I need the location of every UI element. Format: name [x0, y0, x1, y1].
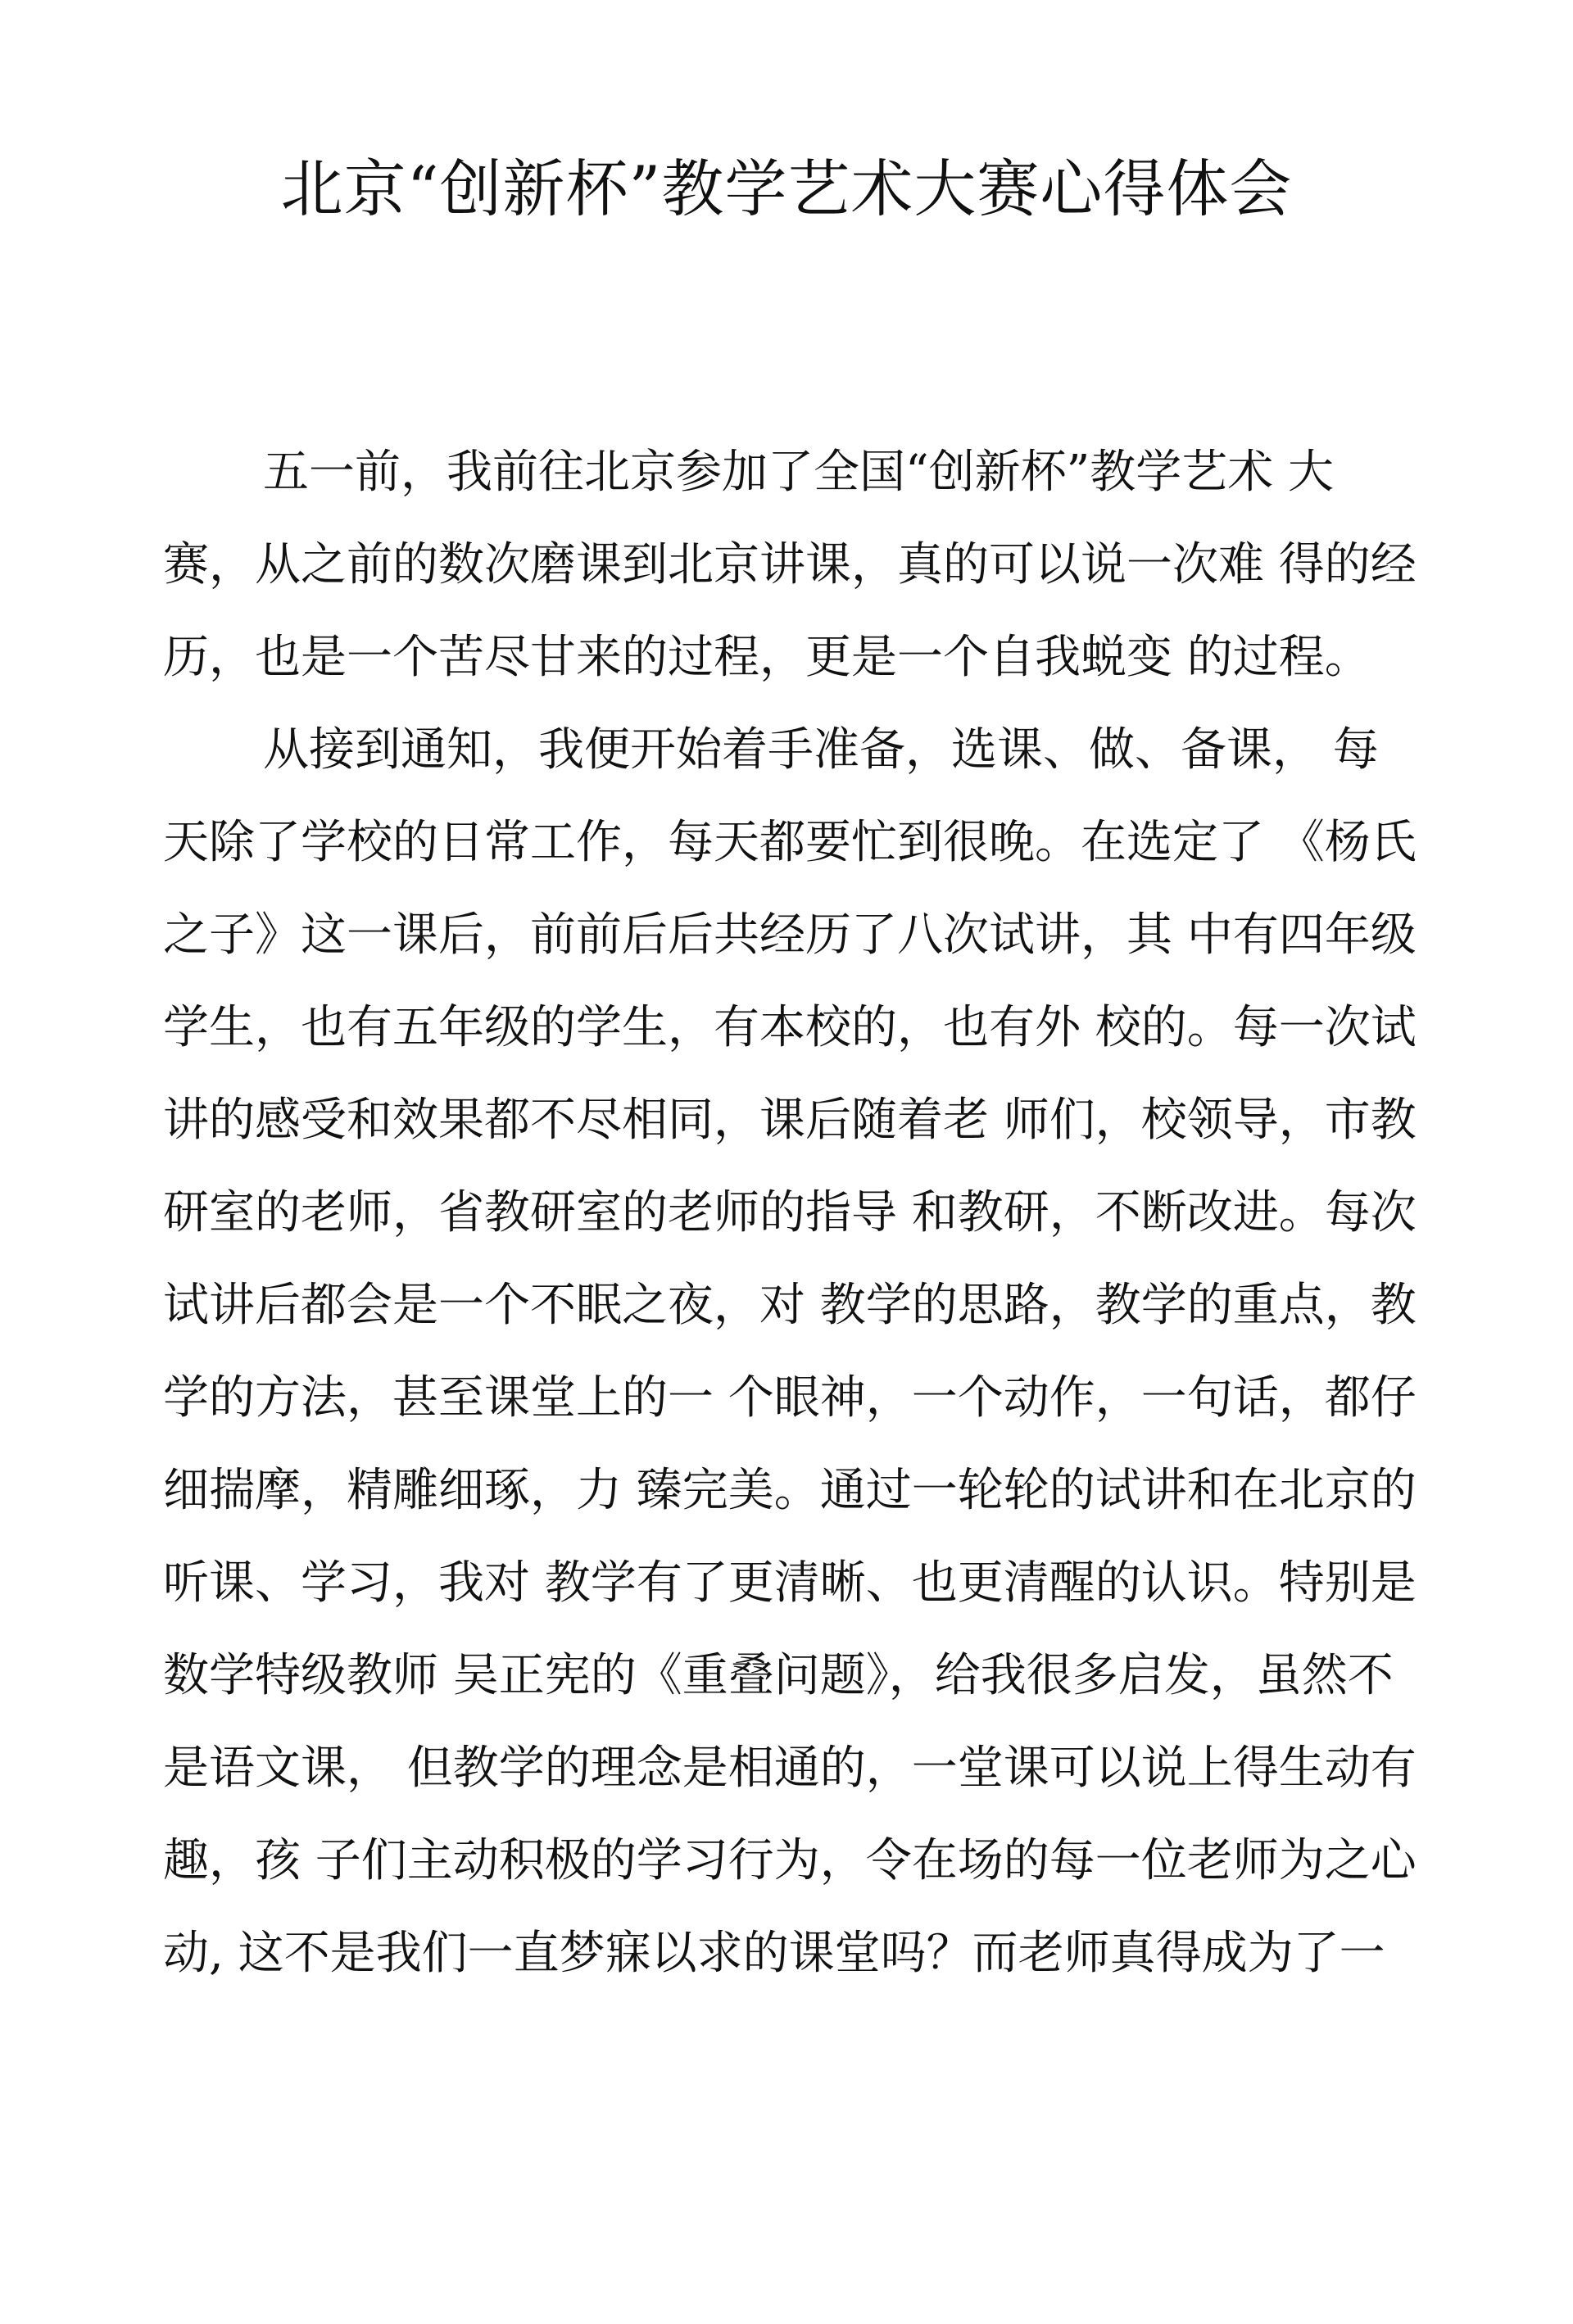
text-line: 赛，从之前的数次磨课到北京讲课，真的可以说一次难 得的经 [163, 538, 1417, 591]
text-line: 从接到通知，我便开始着手准备，选课、做、备课， 每 [263, 723, 1379, 777]
text-line: 五一前，我前往北京参加了全国“创新杯”教学艺术 大 [263, 446, 1335, 499]
text-line: 听课、学习，我对 教学有了更清晰、也更清醒的认识。特别是 [163, 1556, 1417, 1610]
text-line: 趣，孩 子们主动积极的学习行为，令在场的每一位老师为之心 [163, 1834, 1417, 1887]
document-title: 北京“创新杯”教学艺术大赛心得体会 [280, 152, 1293, 225]
document-body [163, 426, 1441, 2000]
text-line: 是语文课， 但教学的理念是相通的，一堂课可以说上得生动有 [163, 1742, 1417, 1795]
text-line: 讲的感受和效果都不尽相同，课后随着老 师们，校领导，市教 [163, 1094, 1417, 1147]
text-line: 之子》这一课后，前前后后共经历了八次试讲，其 中有四年级 [163, 908, 1417, 962]
text-line: 研室的老师，省教研室的老师的指导 和教研，不断改进。每次 [163, 1186, 1417, 1239]
text-line: 历，也是一个苦尽甘来的过程，更是一个自我蜕变 的过程。 [163, 631, 1371, 684]
text-line: 数学特级教师 吴正宪的《重叠问题》，给我很多启发，虽然不 [163, 1649, 1394, 1702]
text-line: 动, 这不是我们一直梦寐以求的课堂吗？而老师真得成为了一 [163, 1927, 1385, 1980]
text-line: 试讲后都会是一个不眠之夜，对 教学的思路，教学的重点，教 [163, 1279, 1417, 1332]
text-line: 天除了学校的日常工作，每天都要忙到很晚。在选定了 《杨氏 [163, 816, 1417, 869]
text-line: 学生，也有五年级的学生，有本校的，也有外 校的。每一次试 [163, 1001, 1417, 1054]
text-line: 细揣摩，精雕细琢，力 臻完美。通过一轮轮的试讲和在北京的 [163, 1464, 1417, 1517]
text-line: 学的方法，甚至课堂上的一 个眼神，一个动作，一句话，都仔 [163, 1371, 1417, 1425]
